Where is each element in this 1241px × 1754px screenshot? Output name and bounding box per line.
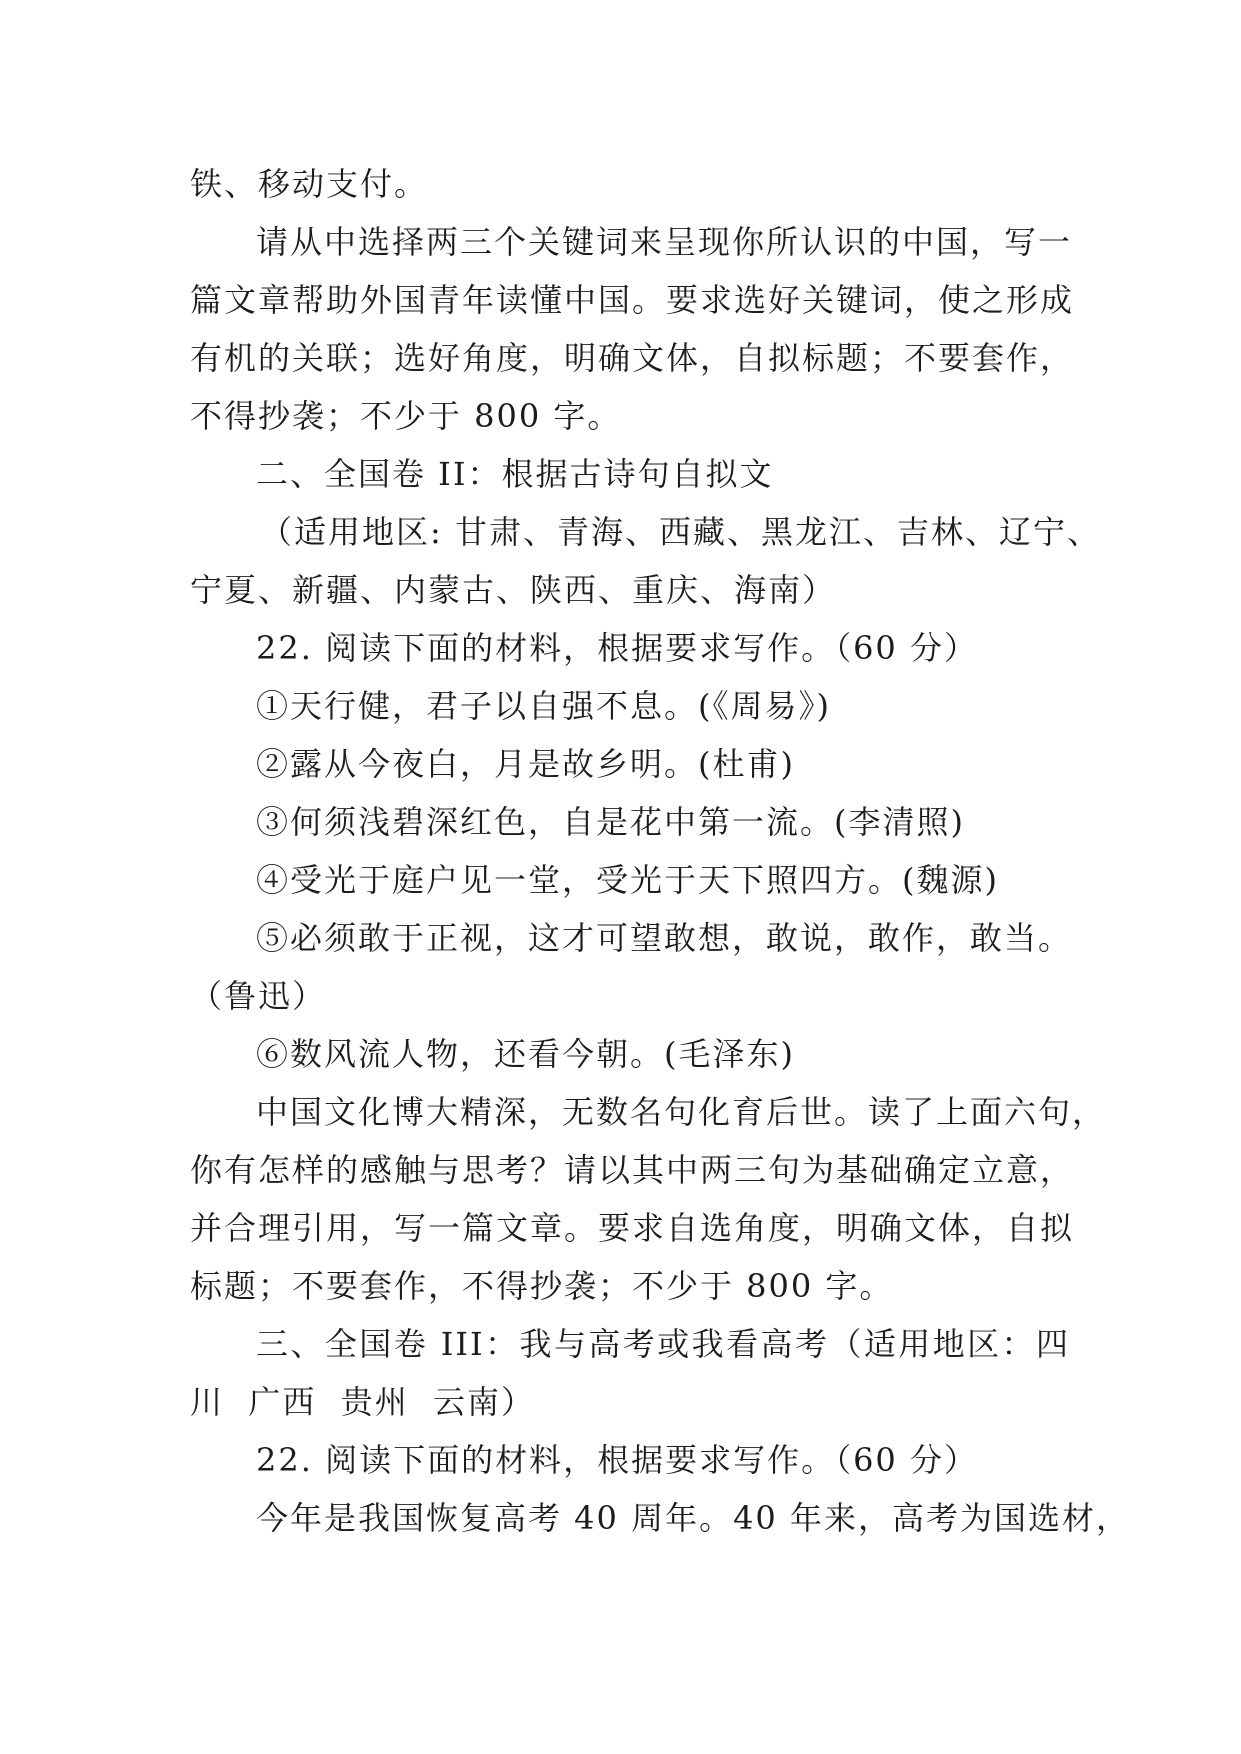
quote-line: ⑤必须敢于正视，这才可望敢想，敢说，敢作，敢当。: [256, 919, 1073, 957]
text-line: 标题；不要套作，不得抄袭；不少于 800 字。: [190, 1267, 894, 1305]
section-heading: 三、全国卷 III：我与高考或我看高考（适用地区：四: [256, 1325, 1070, 1363]
text-line: 铁、移动支付。: [190, 165, 429, 203]
text-line: 中国文化博大精深，无数名句化育后世。读了上面六句，: [256, 1093, 1107, 1131]
text-line: 今年是我国恢复高考 40 周年。40 年来，高考为国选材，: [256, 1499, 1130, 1537]
text-line: 有机的关联；选好角度，明确文体，自拟标题；不要套作，: [190, 339, 1075, 377]
quote-line: ①天行健，君子以自强不息。(《周易》): [256, 687, 831, 725]
document-body: [190, 155, 1130, 1547]
question-line: 22. 阅读下面的材料，根据要求写作。（60 分）: [256, 629, 978, 667]
quote-line: ②露从今夜白，月是故乡明。(杜甫): [256, 745, 795, 783]
text-line: 篇文章帮助外国青年读懂中国。要求选好关键词，使之形成: [190, 281, 1075, 319]
text-line: 川 广西 贵州 云南）: [190, 1383, 536, 1421]
text-line: 并合理引用，写一篇文章。要求自选角度，明确文体，自拟: [190, 1209, 1075, 1247]
quote-line: ⑥数风流人物，还看今朝。(毛泽东): [256, 1035, 795, 1073]
text-line: （适用地区: 甘肃、青海、西藏、黑龙江、吉林、辽宁、: [260, 513, 1101, 551]
text-line: 请从中选择两三个关键词来呈现你所认识的中国，写一: [256, 223, 1073, 261]
text-line: 宁夏、新疆、内蒙古、陕西、重庆、海南）: [190, 571, 837, 609]
section-heading: 二、全国卷 II：根据古诗句自拟文: [256, 455, 774, 493]
question-line: 22. 阅读下面的材料，根据要求写作。（60 分）: [256, 1441, 978, 1479]
quote-line: ④受光于庭户见一堂，受光于天下照四方。(魏源): [256, 861, 999, 899]
quote-line: （鲁迅）: [190, 977, 327, 1015]
quote-line: ③何须浅碧深红色，自是花中第一流。(李清照): [256, 803, 965, 841]
text-line: 你有怎样的感触与思考？请以其中两三句为基础确定立意，: [190, 1151, 1075, 1189]
text-line: 不得抄袭；不少于 800 字。: [190, 397, 622, 435]
